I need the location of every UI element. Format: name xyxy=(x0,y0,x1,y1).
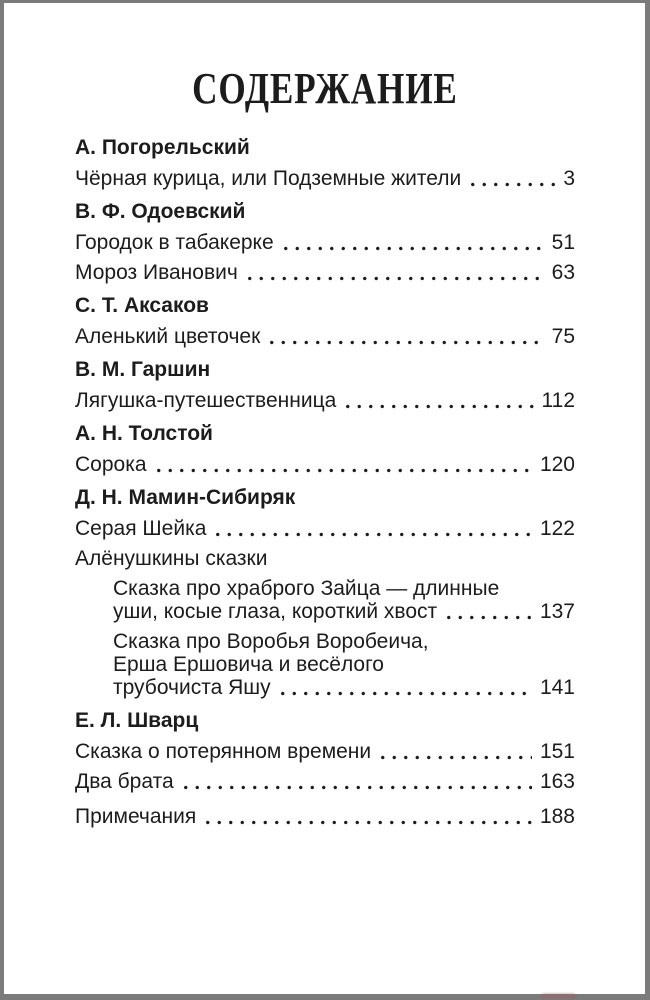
dot-leader xyxy=(244,261,544,284)
page-title-text: СОДЕРЖАНИЕ xyxy=(191,64,458,113)
dot-leader xyxy=(202,805,532,828)
toc-entry xyxy=(75,325,575,348)
toc-entry xyxy=(75,577,575,623)
dot-leader xyxy=(266,325,543,348)
dot-leader xyxy=(180,770,532,793)
toc-entry-row xyxy=(75,805,575,828)
toc-entry-row xyxy=(75,167,575,190)
toc-page-number: 163 xyxy=(539,770,575,793)
toc-entry-title: уши, косые глаза, короткий хвост xyxy=(113,600,438,623)
toc-entry-title-line: Сказка про храброго Зайца — длинные xyxy=(113,577,500,600)
toc-page-number: 75 xyxy=(551,325,575,348)
toc-entry xyxy=(75,517,575,540)
toc-entry-row xyxy=(113,600,575,623)
dot-leader xyxy=(277,676,532,699)
toc-page-number: 63 xyxy=(551,261,575,284)
toc-entry-title: Мороз Иванович xyxy=(75,261,238,284)
toc-page-number: 3 xyxy=(563,167,575,190)
toc-entry-row xyxy=(75,261,575,284)
toc-author-heading: В. Ф. Одоевский xyxy=(75,200,246,223)
toc-entry xyxy=(75,453,575,476)
dot-leader xyxy=(212,517,532,540)
toc-entry-title: Сказка о потерянном времени xyxy=(75,740,372,763)
dot-leader xyxy=(377,740,532,763)
toc-page-number: 112 xyxy=(541,389,575,412)
toc-entry-title: Чёрная курица, или Подземные жители xyxy=(75,167,462,190)
toc-page-number: 51 xyxy=(551,231,575,254)
toc-entry-row xyxy=(113,676,575,699)
toc-entry-row xyxy=(75,547,575,570)
toc-entry-title: Алёнушкины сказки xyxy=(75,547,268,570)
toc-author-heading: Е. Л. Шварц xyxy=(75,709,199,732)
toc-entry-title: Лягушка-путешественница xyxy=(75,389,337,412)
dot-leader xyxy=(153,453,532,476)
toc-page-paper xyxy=(4,3,645,994)
toc-entry xyxy=(75,231,575,254)
toc-entry xyxy=(75,805,575,828)
toc-entry-title: Серая Шейка xyxy=(75,517,207,540)
toc-entry xyxy=(75,389,575,412)
toc-page-number: 141 xyxy=(539,676,575,699)
toc-entry-title: трубочиста Яшу xyxy=(113,676,271,699)
toc-entry-title: Городок в табакерке xyxy=(75,231,274,254)
toc-section xyxy=(75,136,575,190)
toc-section xyxy=(75,709,575,793)
toc-section xyxy=(75,358,575,412)
toc-entry-row xyxy=(75,740,575,763)
toc-section xyxy=(75,422,575,476)
toc-entry xyxy=(75,630,575,699)
toc-page-number: 188 xyxy=(539,805,575,828)
page-title xyxy=(4,64,645,113)
dot-leader xyxy=(342,389,533,412)
dot-leader xyxy=(443,600,532,623)
toc-entry-row xyxy=(75,231,575,254)
toc-entry xyxy=(75,740,575,763)
toc-author-heading: А. Н. Толстой xyxy=(75,422,213,445)
toc-entry-title: Два брата xyxy=(75,770,174,793)
toc-section xyxy=(75,294,575,348)
toc-entry xyxy=(75,770,575,793)
toc-entry-title: Примечания xyxy=(75,805,197,828)
toc-author-heading: Д. Н. Мамин-Сибиряк xyxy=(75,486,296,509)
toc-entry-title-line: Ерша Ершовича и весёлого xyxy=(113,653,384,676)
toc-entry xyxy=(75,261,575,284)
dot-leader xyxy=(467,167,555,190)
toc-entry xyxy=(75,547,575,570)
toc-section xyxy=(75,486,575,699)
toc-entry-row xyxy=(75,517,575,540)
toc-page-number: 122 xyxy=(539,517,575,540)
toc-page-number: 137 xyxy=(539,600,575,623)
toc-section xyxy=(75,200,575,284)
bottom-edge-smudge xyxy=(541,994,576,999)
toc-entry xyxy=(75,167,575,190)
toc-entry-title-line: Сказка про Воробья Воробеича, xyxy=(113,630,429,653)
toc-author-heading: В. М. Гаршин xyxy=(75,358,211,381)
toc-page-number: 151 xyxy=(539,740,575,763)
dot-leader xyxy=(280,231,544,254)
toc-list xyxy=(75,111,575,828)
toc-author-heading: С. Т. Аксаков xyxy=(75,294,209,317)
toc-entry-title: Сорока xyxy=(75,453,147,476)
toc-author-heading: А. Погорельский xyxy=(75,136,250,159)
toc-entry-row xyxy=(75,389,575,412)
toc-entry-row xyxy=(75,770,575,793)
toc-page-number: 120 xyxy=(539,453,575,476)
toc-entry-row xyxy=(75,453,575,476)
toc-entry-title: Аленький цветочек xyxy=(75,325,261,348)
toc-entry-row xyxy=(75,325,575,348)
